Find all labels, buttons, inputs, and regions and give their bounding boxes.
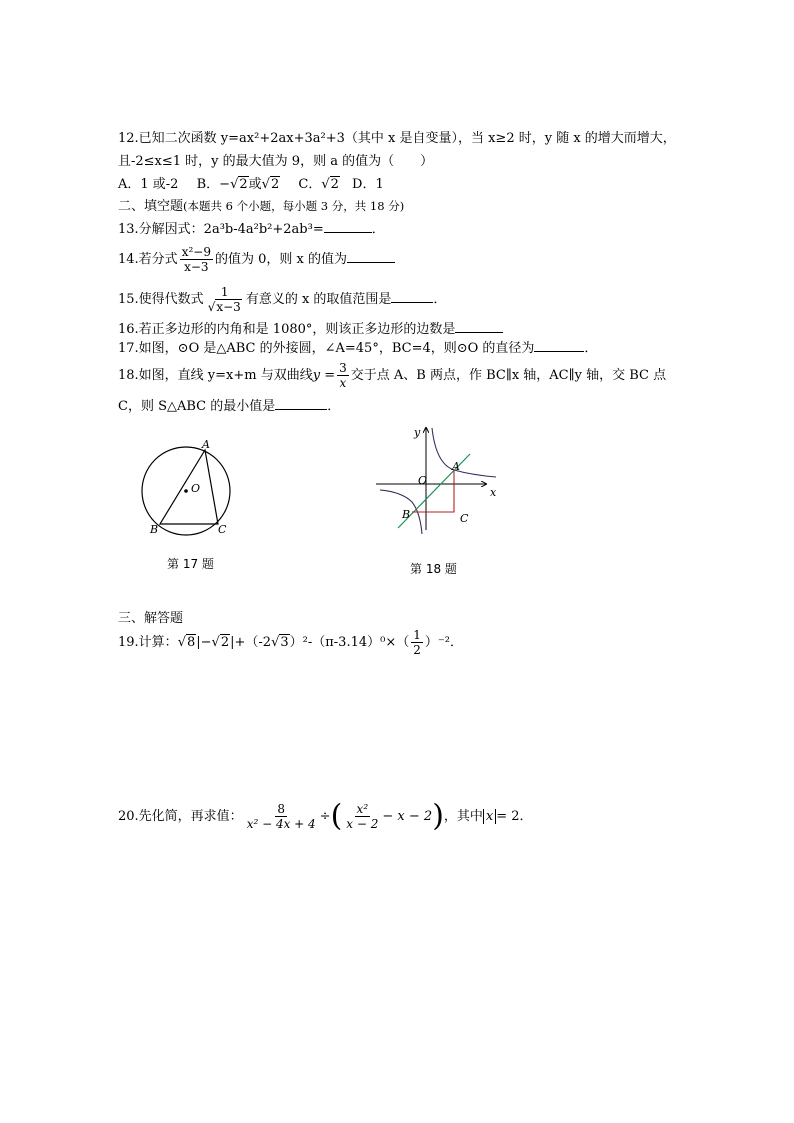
- q16: 16.若正多边形的内角和是 1080°，则该正多边形的边数是: [118, 320, 503, 339]
- q20: 20.先化简，再求值： $\frac{8}{\text{x² − 4x + 4}}$ ÷( $\frac{\text{x²}}{x - 2}$ − x − 2)，其中 x = 2．: [118, 798, 533, 834]
- figure-18-graph: [372, 424, 508, 536]
- fig17-label-c: C: [218, 523, 227, 536]
- q19: 19.计算：√8|−√2|+（-2√3）²-（π-3.14）⁰×（ $\frac{1}{2}$ ）⁻²．: [118, 628, 463, 657]
- figure-17-circle-diagram: [138, 436, 248, 546]
- fig18-label-o: O: [418, 474, 428, 487]
- q20-absolute-value: x: [483, 809, 496, 824]
- q20-fraction-1: $\frac{8}{\text{x² − 4x + 4}}$: [246, 802, 316, 831]
- q17: 17.如图，⊙O 是△ABC 的外接圆，∠A=45°，BC=4，则⊙O 的直径为 ．: [118, 341, 598, 356]
- fig17-label-o: O: [191, 482, 201, 495]
- q12-option-d: D．1: [352, 177, 384, 192]
- figure-18-caption: 第 18 题: [410, 562, 457, 576]
- q15-fraction: $\frac{1}{√x-3}$: [207, 285, 241, 314]
- q17-answer-blank[interactable]: [534, 339, 584, 352]
- q12-option-a: A．1 或-2: [118, 177, 179, 192]
- fig18-label-y: y: [414, 426, 421, 439]
- q12-option-c: C．√2: [298, 177, 339, 192]
- q12-option-b: B．−√2或√2: [196, 177, 280, 192]
- q19-fraction: $\frac{1}{2}$: [413, 628, 421, 657]
- q14-fraction: $\frac{\text{x²−9}}{x-3}$: [181, 245, 211, 274]
- q18-fraction: $\frac{3}{x}$: [339, 361, 347, 390]
- fig18-label-b: B: [402, 508, 411, 521]
- triangle-abc: [160, 450, 218, 524]
- q12-options: [118, 176, 384, 194]
- q14-answer-blank[interactable]: [347, 250, 395, 263]
- section2-heading: 二、填空题(本题共 6 个小题，每小题 3 分，共 18 分): [118, 199, 405, 214]
- q15: 15.使得代数式 $\frac{1}{√x-3}$ 有意义的 x 的取值范围是 ．: [118, 285, 447, 314]
- figure-17-caption: 第 17 题: [167, 557, 214, 571]
- q15-answer-blank[interactable]: [391, 290, 433, 303]
- q12-line2: 且-2≤x≤1 时，y 的最大值为 9，则 a 的值为（ ）: [118, 154, 434, 169]
- section3-heading: 三、解答题: [118, 611, 184, 626]
- q18-answer-blank[interactable]: [275, 397, 327, 410]
- q18-line2: C，则 S△ABC 的最小值是 ．: [118, 399, 341, 414]
- fig18-label-a: A: [452, 460, 460, 473]
- q13: 13.分解因式：2a³b-4a²b²+2ab³= ．: [118, 222, 385, 237]
- q14: 14.若分式 $\frac{\text{x²−9}}{x-3}$ 的值为 0，则 x 的值为: [118, 244, 395, 276]
- q18-line1: 18.如图，直线 y=x+m 与双曲线y = $\frac{3}{x}$ 交于点 A、B 两点，作 BC∥x 轴，AC∥y 轴，交 BC 点: [118, 361, 667, 390]
- fig18-label-x: x: [490, 486, 497, 499]
- hyperbola-branch-upper: [432, 428, 496, 477]
- q12-line1: 12.已知二次函数 y=ax²+2ax+3a²+3（其中 x 是自变量），当 x≥2 时，y 随 x 的增大而增大，: [118, 131, 676, 146]
- q16-answer-blank[interactable]: [455, 320, 503, 333]
- center-point: [184, 489, 188, 493]
- q20-fraction-2: $\frac{\text{x²}}{x - 2}$: [346, 802, 379, 831]
- fig17-label-a: A: [202, 438, 210, 451]
- fig18-label-c: C: [460, 512, 469, 525]
- fig17-label-b: B: [150, 523, 159, 536]
- q13-answer-blank[interactable]: [324, 220, 372, 233]
